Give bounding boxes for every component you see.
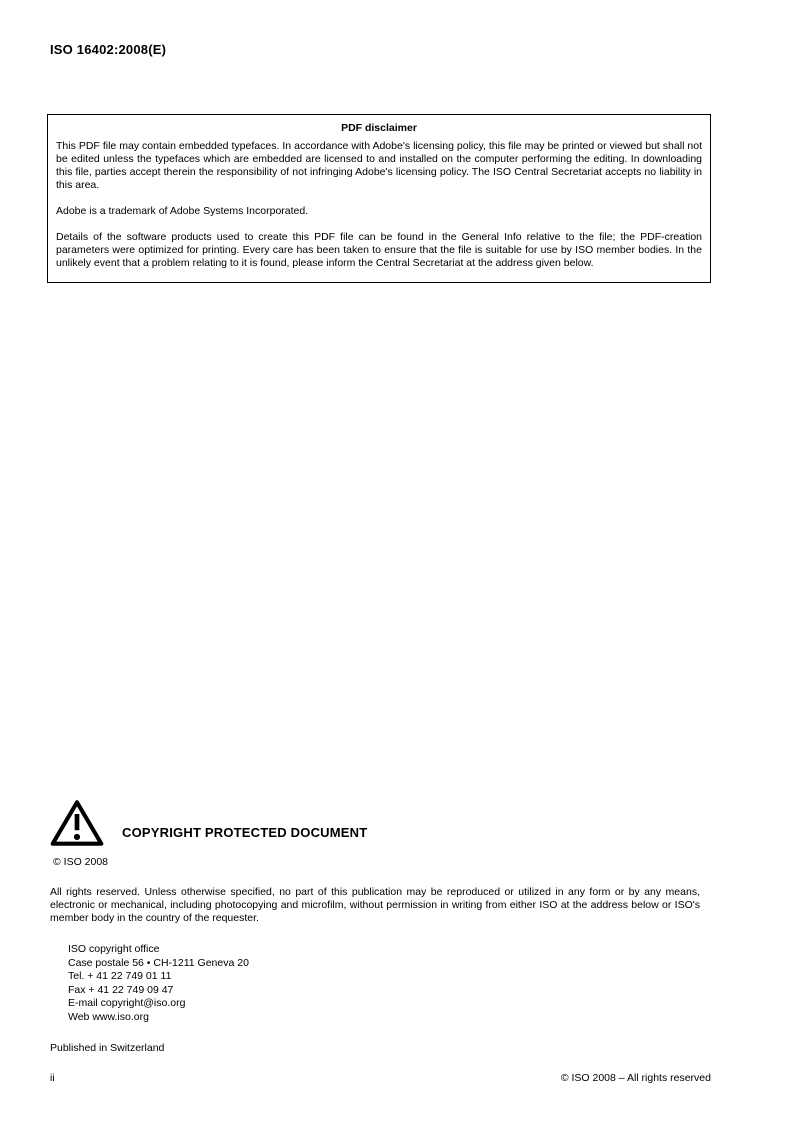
copyright-year-line: © ISO 2008 [53, 856, 109, 868]
page-number: ii [50, 1072, 55, 1084]
warning-triangle-icon [50, 798, 104, 848]
disclaimer-paragraph-1: This PDF file may contain embedded typefaces. In accordance with Adobe's licensing policy, this file may be printed or viewed but shall not be edited unless the typefaces which are embedded are licensed to and installed on the computer performing the editing. In downloading this file, parties accept therein the responsibility of not infringing Adobe's licensing policy. The ISO Central Secretariat accepts no liability in this area. [56, 140, 702, 191]
copyright-protected-heading: COPYRIGHT PROTECTED DOCUMENT [122, 825, 368, 840]
address-line-email: E-mail copyright@iso.org [68, 997, 186, 1009]
published-in-switzerland: Published in Switzerland [50, 1042, 165, 1054]
address-line-web: Web www.iso.org [68, 1010, 149, 1023]
address-line-office: ISO copyright office [68, 943, 160, 955]
page-footer [50, 1072, 711, 1084]
disclaimer-paragraph-3: Details of the software products used to create this PDF file can be found in the General Info relative to the file; the PDF-creation parameters were optimized for printing. Every care has been taken to ensure that the file is suitable for use by ISO member bodies. In the unlikely event that a problem relating to it is found, please inform the Central Secretariat at the address given below. [56, 231, 702, 269]
iso-address-block [68, 943, 712, 1024]
pdf-disclaimer-box [47, 114, 711, 283]
address-line-fax: Fax + 41 22 749 09 47 [68, 983, 174, 996]
all-rights-reserved-text: All rights reserved. Unless otherwise specified, no part of this publication may be reproduced or utilized in any form or by any means, electronic or mechanical, including photocopying and microfilm, without permission in writing from either ISO at the address below or ISO's member body in the country of the requester. [50, 886, 700, 924]
address-line-tel: Tel. + 41 22 749 01 11 [68, 970, 172, 982]
disclaimer-paragraph-2: Adobe is a trademark of Adobe Systems Incorporated. [56, 205, 309, 217]
disclaimer-title: PDF disclaimer [341, 122, 417, 134]
copyright-section [50, 798, 712, 1054]
document-number-header: ISO 16402:2008(E) [50, 42, 167, 57]
copyright-heading-row [50, 798, 712, 848]
address-line-postal: Case postale 56 • CH-1211 Geneva 20 [68, 956, 249, 969]
footer-copyright-notice: © ISO 2008 – All rights reserved [560, 1072, 711, 1084]
